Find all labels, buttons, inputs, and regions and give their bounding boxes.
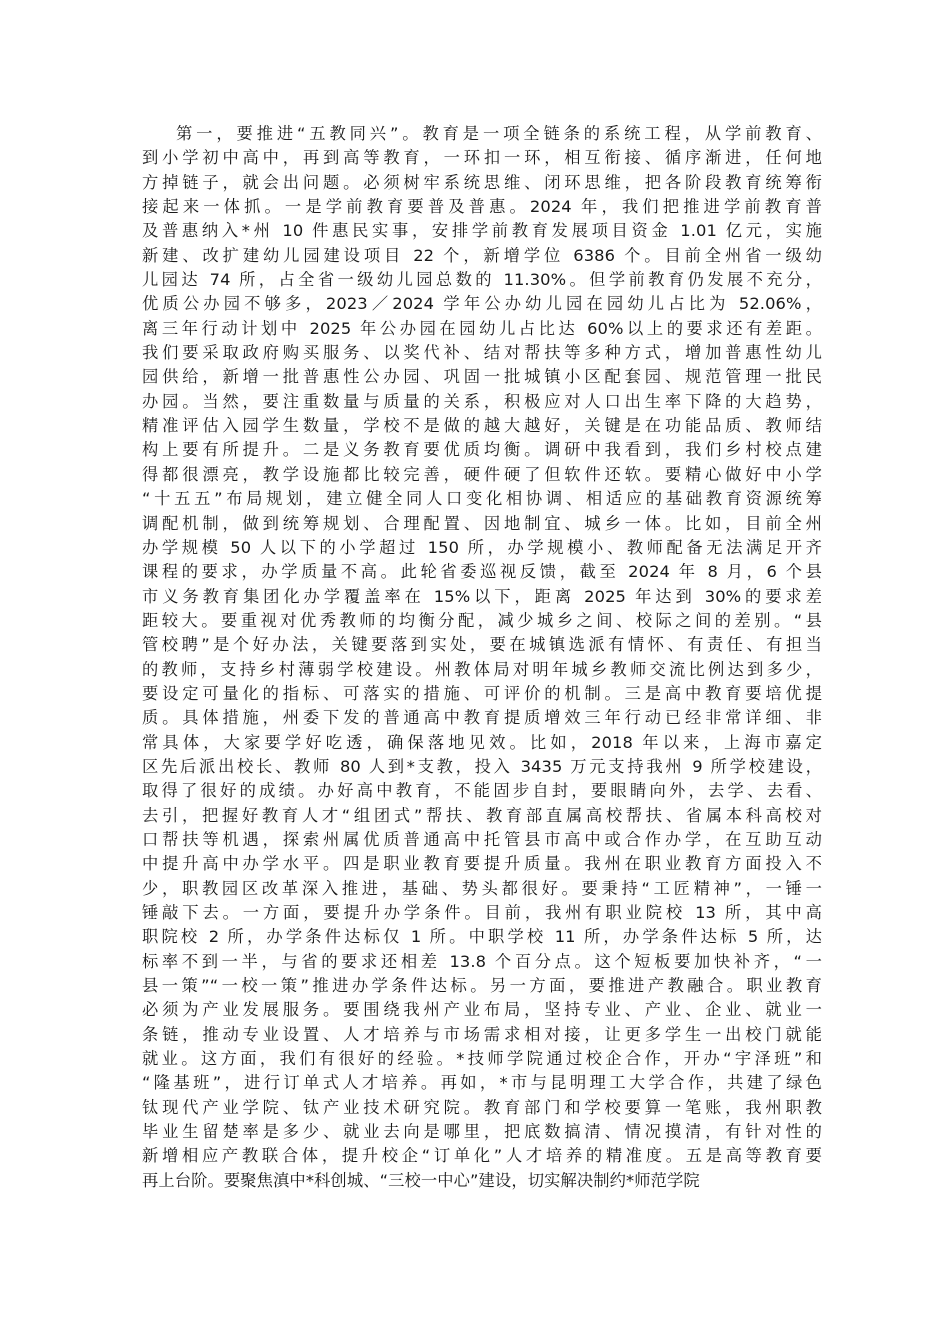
text-line: 口帮扶等机遇，探索州属优质普通高中托管县市高中或合作办学，在互助互动 (142, 829, 822, 849)
text-line: 办园。当然，要注重数量与质量的关系，积极应对人口出生率下降的大趋势， (142, 391, 822, 411)
text-line: 去引，把握好教育人才“组团式”帮扶、教育部直属高校帮扶、省属本科高校对 (142, 805, 822, 825)
text-line: 取得了很好的成绩。办好高中教育，不能固步自封，要眼睛向外，去学、去看、 (142, 781, 822, 801)
text-line: 条链，推动专业设置、人才培养与市场需求相对接，让更多学生一出校门就能 (142, 1024, 822, 1044)
text-line: 锤敲下去。一方面，要提升办学条件。目前，我州有职业院校 13 所，其中高 (142, 903, 822, 922)
text-line: 常具体，大家要学好吃透，确保落地见效。比如，2018 年以来，上海市嘉定 (142, 732, 822, 752)
text-line: “隆基班”，进行订单式人才培养。再如，*市与昆明理工大学合作，共建了绿色 (142, 1073, 822, 1093)
text-line: 园供给，新增一批普惠性公办园、巩固一批城镇小区配套园、规范管理一批民 (142, 367, 822, 387)
text-line: 接起来一体抓。一是学前教育要普及普惠。2024 年，我们把推进学前教育普 (142, 197, 822, 217)
text-line: 区先后派出校长、教师 80 人到*支教，投入 3435 万元支持我州 9 所学校建设， (142, 756, 822, 776)
text-line: 标率不到一半，与省的要求还相差 13.8 个百分点。这个短板要加快补齐，“一 (142, 951, 822, 971)
text-line: 的教师，支持乡村薄弱学校建设。州教体局对明年城乡教师交流比例达到多少， (142, 659, 822, 679)
text-line: 优质公办园不够多，2023／2024 学年公办幼儿园在园幼儿占比为 52.06%， (142, 294, 822, 314)
text-line: 新建、改扩建幼儿园建设项目 22 个，新增学位 6386 个。目前全州省一级幼 (142, 245, 822, 265)
text-line: 距较大。要重视对优秀教师的均衡分配，减少城乡之间、校际之间的差别。“县 (142, 610, 822, 630)
text-line: 离三年行动计划中 2025 年公办园在园幼儿占比达 60%以上的要求还有差距。 (142, 318, 822, 338)
text-line: 我们要采取政府购买服务、以奖代补、结对帮扶等多种方式，增加普惠性幼儿 (142, 343, 822, 363)
text-line: 就业。这方面，我们有很好的经验。*技师学院通过校企合作，开办“宇泽班”和 (142, 1049, 822, 1069)
text-line: 钛现代产业学院、钛产业技术研究院。教育部门和学校要算一笔账，我州职教 (142, 1097, 822, 1117)
text-line: 得都很漂亮，教学设施都比较完善，硬件硬了但软件还软。要精心做好中小学 (142, 464, 822, 484)
text-line: 县一策”“一校一策”推进办学条件达标。另一方面，要推进产教融合。职业教育 (142, 976, 822, 996)
text-line: 构上要有所提升。二是义务教育要优质均衡。调研中我看到，我们乡村校点建 (142, 440, 822, 460)
text-line: 到小学初中高中，再到高等教育，一环扣一环，相互衔接、循序渐进，任何地 (142, 148, 822, 168)
text-line: 中提升高中办学水平。四是职业教育要提升质量。我州在职业教育方面投入不 (142, 854, 822, 874)
text-line: 毕业生留楚率是多少、就业去向是哪里，把底数搞清、情况摸清，有针对性的 (142, 1122, 822, 1142)
text-line: 课程的要求，办学质量不高。此轮省委巡视反馈，截至 2024 年 8 月，6 个县 (142, 562, 822, 582)
text-line: 调配机制，做到统筹规划、合理配置、因地制宜、城乡一体。比如，目前全州 (142, 513, 822, 533)
text-line: 及普惠纳入*州 10 件惠民实事，安排学前教育发展项目资金 1.01 亿元，实施 (142, 221, 822, 241)
text-line: 方掉链子，就会出问题。必须树牢系统思维、闭环思维，把各阶段教育统筹衔 (142, 172, 822, 192)
text-line: 再上台阶。要聚焦滇中*科创城、“三校一中心”建设，切实解决制约*师范学院 (142, 1170, 700, 1190)
text-line: “十五五”布局规划，建立健全同人口变化相协调、相适应的基础教育资源统筹 (142, 489, 822, 509)
body-paragraph (142, 122, 822, 1193)
text-line: 新增相应产教联合体，提升校企“订单化”人才培养的精准度。五是高等教育要 (142, 1146, 822, 1166)
text-line: 市义务教育集团化办学覆盖率在 15%以下，距离 2025 年达到 30%的要求差 (142, 586, 822, 606)
text-line: 质。具体措施，州委下发的普通高中教育提质增效三年行动已经非常详细、非 (142, 708, 822, 728)
text-line: 儿园达 74 所，占全省一级幼儿园总数的 11.30%。但学前教育仍发展不充分， (142, 270, 822, 290)
text-line: 精准评估入园学生数量，学校不是做的越大越好，关键是在功能品质、教师结 (142, 416, 822, 436)
text-line: 少，职教园区改革深入推进，基础、势头都很好。要秉持“工匠精神”，一锤一 (142, 878, 822, 898)
text-line: 必须为产业发展服务。要围绕我州产业布局，坚持专业、产业、企业、就业一 (142, 1000, 822, 1020)
text-line: 办学规模 50 人以下的小学超过 150 所，办学规模小、教师配备无法满足开齐 (142, 537, 822, 557)
text-line: 管校聘”是个好办法，关键要落到实处，要在城镇选派有情怀、有责任、有担当 (142, 635, 822, 655)
text-line: 职院校 2 所，办学条件达标仅 1 所。中职学校 11 所，办学条件达标 5 所，达 (142, 927, 822, 947)
text-line: 要设定可量化的指标、可落实的措施、可评价的机制。三是高中教育要培优提 (142, 683, 822, 703)
text-line: 第一，要推进“五教同兴”。教育是一项全链条的系统工程，从学前教育、 (176, 124, 822, 143)
